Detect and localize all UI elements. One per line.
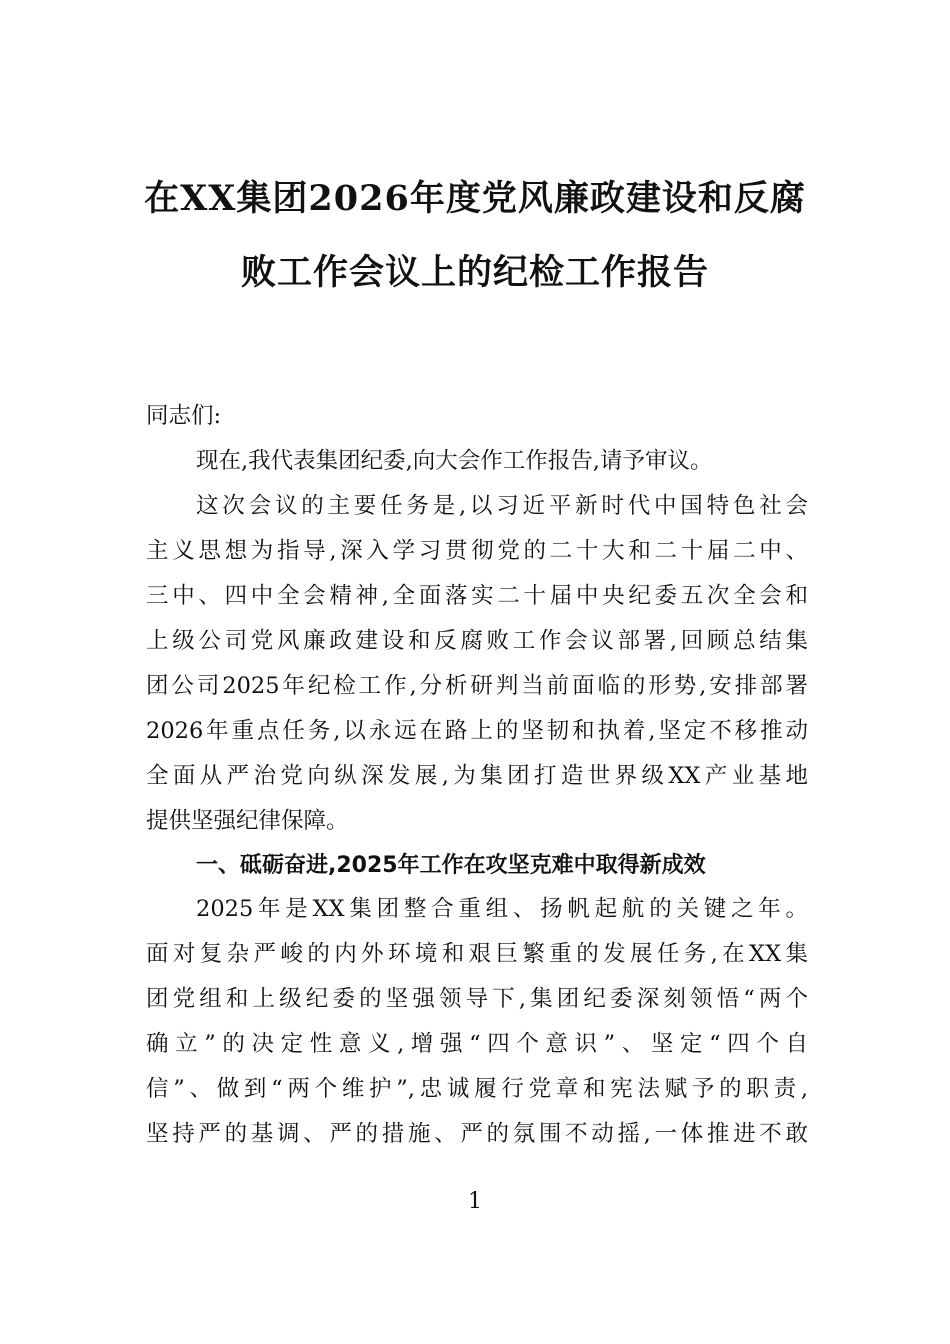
- paragraph-line: 全面从严治党向纵深发展,为集团打造世界级XX产业基地: [146, 763, 808, 789]
- paragraph-line: 2026年重点任务,以永远在路上的坚韧和执着,坚定不移推动: [146, 718, 808, 744]
- paragraph-line: 现在,我代表集团纪委,向大会作工作报告,请予审议。: [196, 448, 713, 474]
- paragraph-line: 提供坚强纪律保障。: [146, 808, 349, 834]
- paragraph-line: 坚持严的基调、严的措施、严的氛围不动摇,一体推进不敢: [146, 1121, 808, 1147]
- report-title: 在XX集团2026年度党风廉政建设和反腐败工作会议上的纪检工作报告: [144, 178, 806, 293]
- paragraph-line: 团党组和上级纪委的坚强领导下,集团纪委深刻领悟“两个: [146, 986, 808, 1012]
- paragraph-line: 确立”的决定性意义,增强“四个意识”、坚定“四个自: [146, 1031, 808, 1057]
- paragraph-line: 团公司2025年纪检工作,分析研判当前面临的形势,安排部署: [146, 673, 808, 699]
- paragraph-line: 主义思想为指导,深入学习贯彻党的二十大和二十届二中、: [146, 538, 808, 564]
- paragraph-line: 面对复杂严峻的内外环境和艰巨繁重的发展任务,在XX集: [146, 941, 808, 967]
- salutation: 同志们:: [146, 403, 222, 429]
- paragraph-line: 2025年是XX集团整合重组、扬帆起航的关键之年。: [196, 896, 808, 922]
- paragraph-line: 这次会议的主要任务是,以习近平新时代中国特色社会: [196, 493, 808, 519]
- paragraph-line: 信”、做到“两个维护”,忠诚履行党章和宪法赋予的职责,: [146, 1076, 808, 1102]
- paragraph-line: 三中、四中全会精神,全面落实二十届中央纪委五次全会和: [146, 583, 808, 609]
- page-number: 1: [468, 1189, 482, 1214]
- section-heading: 一、砥砺奋进,2025年工作在攻坚克难中取得新成效: [196, 853, 706, 878]
- paragraph-line: 上级公司党风廉政建设和反腐败工作会议部署,回顾总结集: [146, 628, 808, 654]
